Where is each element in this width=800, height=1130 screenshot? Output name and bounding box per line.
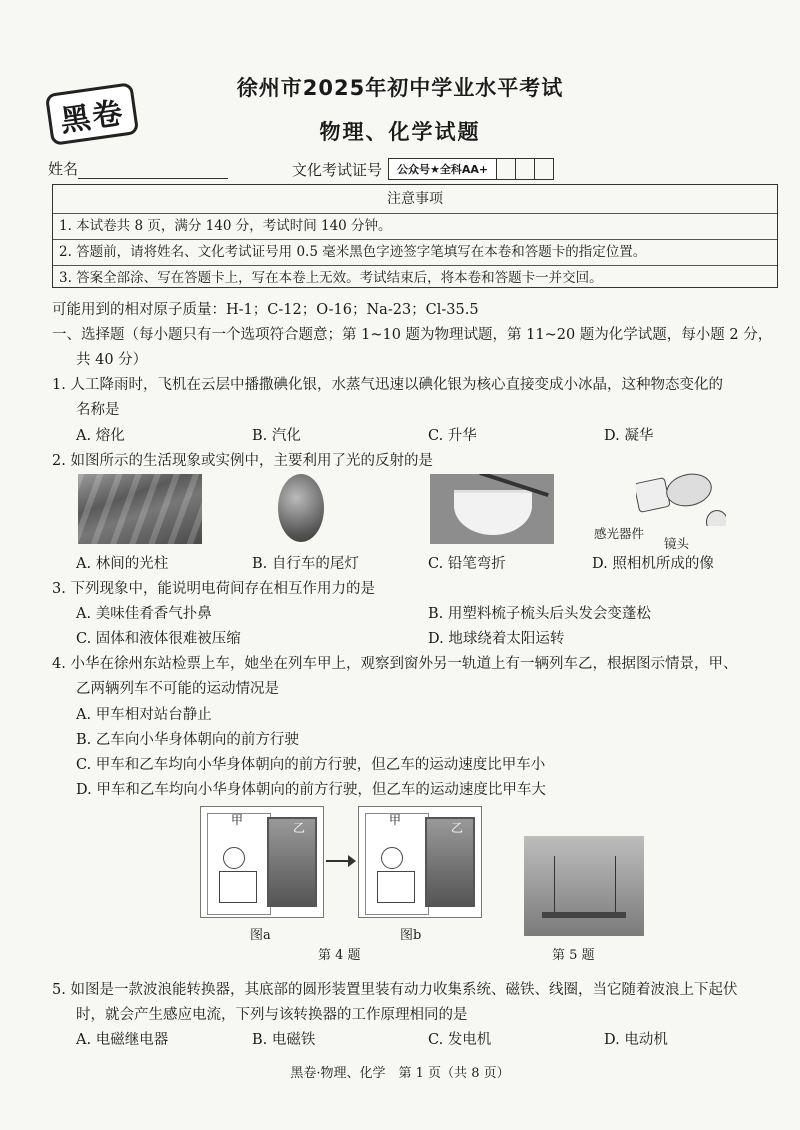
q1-option-c: C. 升华	[428, 428, 477, 444]
q4-option-d: D. 甲车和乙车均向小华身体朝向的前方行驶，但乙车的运动速度比甲车大	[76, 782, 546, 798]
q4-stem-cont: 乙两辆列车不可能的运动情况是	[76, 681, 279, 697]
notice-item: 2. 答题前，请将姓名、文化考试证号用 0.5 毫米黑色字迹签字笔填写在本卷和答题卡的指定位置。	[53, 240, 777, 266]
section-heading-cont: 共 40 分）	[76, 352, 148, 368]
camera-label-sensor: 感光器件	[594, 526, 645, 541]
forest-light-image	[78, 474, 202, 544]
q2-option-b: B. 自行车的尾灯	[252, 556, 359, 572]
q2-stem: 2. 如图所示的生活现象或实例中，主要利用了光的反射的是	[52, 453, 433, 469]
fig-b-caption: 图b	[400, 928, 422, 943]
notice-item: 1. 本试卷共 8 页，满分 140 分，考试时间 140 分钟。	[53, 214, 777, 240]
camera-body-icon	[636, 477, 671, 513]
passenger-head	[381, 847, 403, 869]
converter-frame	[554, 856, 616, 917]
section-heading: 一、选择题（每小题只有一个选项符合题意；第 1~10 题为物理试题，第 11~20 题为化学试题，每小题 2 分，	[52, 327, 773, 343]
q5-option-a: A. 电磁继电器	[76, 1032, 169, 1048]
lens-element-icon	[706, 510, 726, 526]
camera-label-lens: 镜头	[664, 536, 690, 551]
fig-a-caption: 图a	[250, 928, 271, 943]
notice-box	[52, 184, 778, 288]
cert-tag: 公众号★全科AA+	[389, 159, 497, 179]
q1-stem: 1. 人工降雨时，飞机在云层中播撒碘化银，水蒸气迅速以碘化银为核心直接变成小冰晶，这种物态变化的	[52, 377, 723, 393]
q5-option-c: C. 发电机	[428, 1032, 492, 1048]
q4-stem: 4. 小华在徐州东站检票上车，她坐在列车甲上，观察到窗外另一轨道上有一辆列车乙，根据图示情景，甲、	[52, 656, 738, 672]
q5-option-b: B. 电磁铁	[252, 1032, 316, 1048]
exam-subtitle: 物理、化学试题	[319, 120, 481, 144]
q4-figure-caption: 第 4 题	[318, 948, 361, 963]
name-field	[48, 158, 228, 179]
water-bowl	[454, 490, 532, 535]
cert-cell	[497, 159, 516, 179]
q5-stem-cont: 时，就会产生感应电流，下列与该转换器的工作原理相同的是	[76, 1007, 468, 1023]
q3-option-c: C. 固体和液体很难被压缩	[76, 631, 241, 647]
cert-boxes	[388, 158, 554, 180]
q5-option-d: D. 电动机	[604, 1032, 668, 1048]
train-window	[267, 817, 317, 907]
converter-base	[542, 912, 626, 918]
cert-cell	[516, 159, 535, 179]
name-label: 姓名	[48, 160, 79, 178]
notice-title: 注意事项	[53, 185, 777, 214]
q3-stem: 3. 下列现象中，能说明电荷间存在相互作用力的是	[52, 581, 375, 597]
q3-option-a: A. 美味佳肴香气扑鼻	[76, 606, 212, 622]
q4-option-a: A. 甲车相对站台静止	[76, 707, 212, 723]
q1-option-a: A. 熔化	[76, 428, 125, 444]
label-jia: 甲	[231, 813, 244, 827]
label-yi: 乙	[451, 821, 464, 835]
cert-cell	[535, 159, 553, 179]
bike-reflector-image	[278, 474, 324, 542]
q4-option-b: B. 乙车向小华身体朝向的前方行驶	[76, 732, 299, 748]
q5-figure-caption: 第 5 题	[552, 948, 595, 963]
q2-option-a: A. 林间的光柱	[76, 556, 169, 572]
cert-field	[292, 158, 554, 180]
exam-title: 徐州市2025年初中学业水平考试	[236, 76, 564, 100]
atomic-masses: 可能用到的相对原子质量：H-1；C-12；O-16；Na-23；Cl-35.5	[52, 302, 479, 318]
notice-item: 3. 答案全部涂、写在答题卡上，写在本卷上无效。考试结束后，将本卷和答题卡一并交回。	[59, 270, 603, 286]
passenger-seat	[377, 871, 415, 903]
black-paper-stamp: 黑卷	[45, 82, 139, 146]
train-figure-b	[358, 806, 482, 918]
passenger-head	[223, 847, 245, 869]
q2-option-c: C. 铅笔弯折	[428, 556, 506, 572]
q1-stem-cont: 名称是	[76, 402, 120, 418]
train-figure-a	[200, 806, 324, 918]
label-jia: 甲	[389, 813, 402, 827]
q3-option-b: B. 用塑料梳子梳头后头发会变蓬松	[428, 606, 651, 622]
cert-label: 文化考试证号	[292, 160, 383, 179]
page-footer: 黑卷·物理、化学 第 1 页（共 8 页）	[290, 1066, 510, 1081]
q5-stem: 5. 如图是一款波浪能转换器，其底部的圆形装置里装有动力收集系统、磁铁、线圈，当它随着波浪上下起伏	[52, 982, 738, 998]
q2-option-d: D. 照相机所成的像	[592, 556, 714, 572]
train-window	[425, 817, 475, 907]
right-arrow-icon	[326, 860, 354, 862]
bent-pencil-image	[430, 474, 554, 544]
name-blank	[78, 162, 228, 179]
q3-option-d: D. 地球绕着太阳运转	[428, 631, 565, 647]
passenger-seat	[219, 871, 257, 903]
q1-option-d: D. 凝华	[604, 428, 654, 444]
wave-converter-image	[524, 836, 644, 936]
label-yi: 乙	[293, 821, 306, 835]
camera-diagram	[636, 470, 726, 526]
q1-option-b: B. 汽化	[252, 428, 301, 444]
camera-lens-icon	[663, 470, 715, 510]
q4-option-c: C. 甲车和乙车均向小华身体朝向的前方行驶，但乙车的运动速度比甲车小	[76, 757, 546, 773]
